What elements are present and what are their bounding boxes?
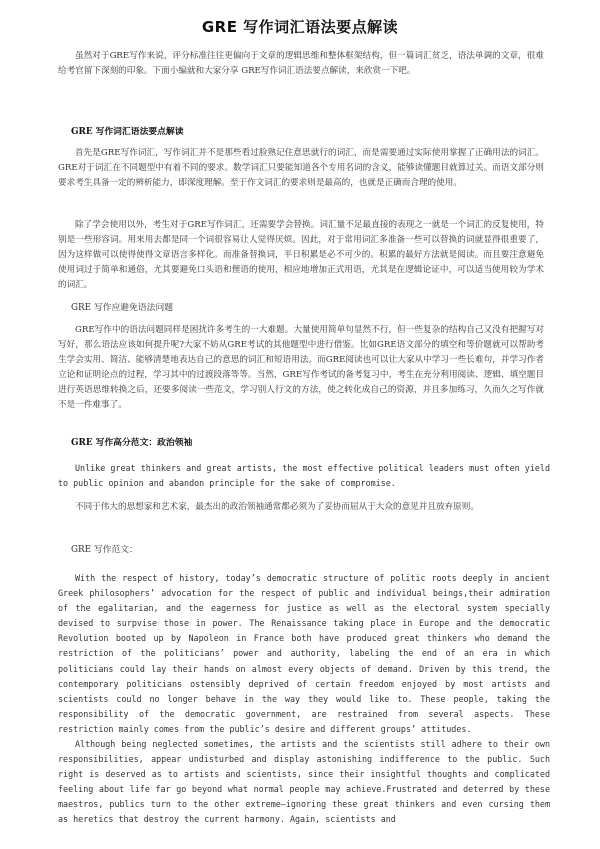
essay-paragraph-2: Although being neglected sometimes, the artists and the scientists still adhere to their own responsibilities, appear undisturbed and display astonishing indifference to the public. Such right is deserved as to artists and scientists, since their insightful thoughts and complicated feeling about life far go beyond what normal people may achieve.Frustrated and deterred by these maestros, publics turn to the other extreme—ignoring these great thinkers and even cursing them as heretics that destroy the current harmony. Again, scientists and: [58, 739, 550, 825]
essay-prompt-chinese: 不同于伟大的思想家和艺术家，最杰出的政治领袖通常都必须为了妥协而屈从于大众的意见并且放弃原则。: [75, 502, 479, 512]
section-heading-vocab-grammar: GRE 写作词汇语法要点解读: [71, 127, 184, 137]
page-title: GRE 写作词汇语法要点解读: [201, 18, 399, 36]
vocab-paragraph-1: 首先是GRE写作词汇，写作词汇并不是那些看过脸熟记住意思就行的词汇，而是需要通过实际使用掌握了正确用法的词汇。GRE对于词汇在不同题型中有着不同的要求。数学词汇只要能知道各个专用名词的含义，能够读懂题目就算过关。而语文部分则要求考生具备一定的辨析能力，即深度理解。至于作文词汇的要求则是最高的，也就是正确而合理的使用。: [58, 148, 544, 188]
vocab-paragraph-2: 除了学会使用以外，考生对于GRE写作词汇，还需要学会替换。词汇量不足最直接的表现之一就是一个词汇的反复使用，特别是一些形容词。用来用去都是同一个词很容易让人觉得厌烦。因此，对于常用词汇多准备一些可以替换的词就显得很重要了，因为这样做可以使得使得文章语言多样化。而准备替换词，平日积累是必不可少的。积累的最好方法就是阅读。而且要注意避免使用词过于简单和通俗，尤其要避免口头语和俚语的使用，相应地增加正式用语，尤其是在逻辑论证中，可以适当使用较为学术的词汇。: [58, 220, 544, 290]
sample-essay-label: GRE 写作范文：: [71, 545, 138, 555]
section-heading-sample-essay: GRE 写作高分范文：政治领袖: [71, 438, 193, 448]
essay-prompt-english: Unlike great thinkers and great artists, the most effective political leaders must often yield to public opinion and abandon principle for the sake of compromise.: [58, 463, 550, 489]
section-heading-grammar-issues: GRE 写作应避免语法问题: [71, 303, 174, 313]
essay-paragraph-1: With the respect of history, today’s democratic structure of politic roots deeply in ancient Greek philosophers’ advocation for the respect of public and individual beings,their admiration of the egalitarian, and the eagerness for justice as well as the electoral system specially devised to surpvise those in power. The Renaissance taking place in Europe and the democratic Revolution booted up by Napoleon in France both have produced great thinkers who demand the restriction of the politicians’ power and authority, labeling the end of an era in which politicians could lay their hands on almost every objects of demand. Driven by this trend, the contemporary politicians ostensibly deprived of certain freedom enjoyed by most artists and scientists could no longer behave in the way they would like to. These people, taking the responsibility of the democratic government, are restrained from several aspects. These restriction mainly comes from the public’s desire and different groups’ attitudes.: [58, 573, 550, 734]
grammar-paragraph: GRE写作中的语法问题同样是困扰许多考生的一大难题。大量使用简单句显然不行，但一些复杂的结构自己又没有把握写对写好，那么语法应该如何提升呢?大家不妨从GRE考试的其他题型中进行借鉴。比如GRE语文部分的填空和等价题就可以帮助考生学会实用、简洁、能够清楚地表达自己的意思的词汇和短语用法。而GRE阅读也可以让大家从中学习一些长难句，并学习作者立论和证明论点的过程，学习其中的过渡段落等等。当然，GRE写作考试的备考复习中，考生在充分利用阅读、逻辑、填空题目进行英语思维转换之后，还要多阅读一些范文，学习别人行文的方法，使之转化成自己的资源，并且多加练习，久而久之写作就不是一件难事了。: [58, 325, 544, 410]
intro-paragraph: 虽然对于GRE写作来说，评分标准往往更偏向于文章的逻辑思维和整体框架结构，但一篇词汇贫乏，语法单调的文章，很难给考官留下深刻的印象。下面小编就和大家分享 GRE写作词汇语法要点解读，来欣赏一下吧。: [58, 51, 544, 76]
